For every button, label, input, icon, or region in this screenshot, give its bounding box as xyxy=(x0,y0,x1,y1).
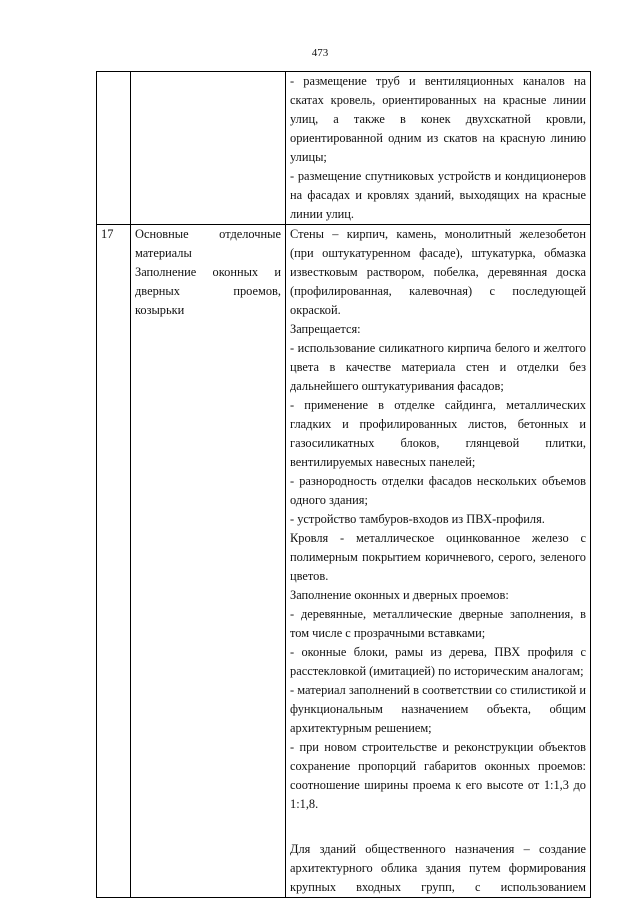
paragraph: - оконные блоки, рамы из дерева, ПВХ профиля с расстекловкой (имитацией) по историческим аналогам; xyxy=(290,645,586,678)
paragraph: - размещение спутниковых устройств и кондиционеров на фасадах и кровлях зданий, выходящих на красные линии улиц. xyxy=(290,169,586,221)
paragraph: Стены – кирпич, камень, монолитный железобетон (при оштукатуренном фасаде), штукатурка, обмазка известковым раствором, побелка, деревянная доска (профилированная, калевочная) с последующей окраской. xyxy=(290,227,586,317)
regulations-table xyxy=(96,71,591,898)
paragraph: - использование силикатного кирпича белого и желтого цвета в качестве материала стен и отделки без дальнейшего оштукатуривания фасадов; xyxy=(290,341,586,393)
paragraph-gap xyxy=(290,814,586,840)
description-cell xyxy=(286,72,591,225)
paragraph: - материал заполнений в соответствии со стилистикой и функциональным назначением объекта, общим архитектурным решением; xyxy=(290,683,586,735)
paragraph: Запрещается: xyxy=(290,322,361,336)
paragraph: Заполнение оконных и дверных проемов: xyxy=(290,588,509,602)
paragraph: Кровля - металлическое оцинкованное железо с полимерным покрытием коричневого, серого, зеленого цветов. xyxy=(290,531,586,583)
table-row xyxy=(97,72,591,225)
table-row xyxy=(97,225,591,898)
page-number: 473 xyxy=(311,47,329,59)
number-cell xyxy=(97,72,131,225)
paragraph: - размещение труб и вентиляционных каналов на скатах кровель, ориентированных на красные линии улиц, а также в конек двухскатной кровли, ориентированной одним из скатов на красную линию улицы; xyxy=(290,74,586,164)
paragraph: - деревянные, металлические дверные заполнения, в том числе с прозрачными вставками; xyxy=(290,607,586,640)
name-cell xyxy=(131,225,286,898)
number-cell: 17 xyxy=(97,225,131,898)
name-line: Заполнение оконных и дверных проемов, козырьки xyxy=(135,265,281,317)
paragraph: - разнородность отделки фасадов нескольких объемов одного здания; xyxy=(290,474,586,507)
name-line: Основные отделочные материалы xyxy=(135,227,281,260)
paragraph: - при новом строительстве и реконструкции объектов сохранение пропорций габаритов оконных проемов: соотношение ширины проема к его высоте от 1:1,3 до 1:1,8. xyxy=(290,740,586,811)
paragraph: - применение в отделке сайдинга, металлических гладких и профилированных листов, бетонных и газосиликатных блоков, глянцевой плитки, вентилируемых навесных панелей; xyxy=(290,398,586,469)
paragraph: - устройство тамбуров-входов из ПВХ-профиля. xyxy=(290,512,545,526)
name-cell xyxy=(131,72,286,225)
paragraph: Для зданий общественного назначения – создание архитектурного облика здания путем формирования крупных входных групп, с использованием xyxy=(290,842,586,894)
description-cell xyxy=(286,225,591,898)
